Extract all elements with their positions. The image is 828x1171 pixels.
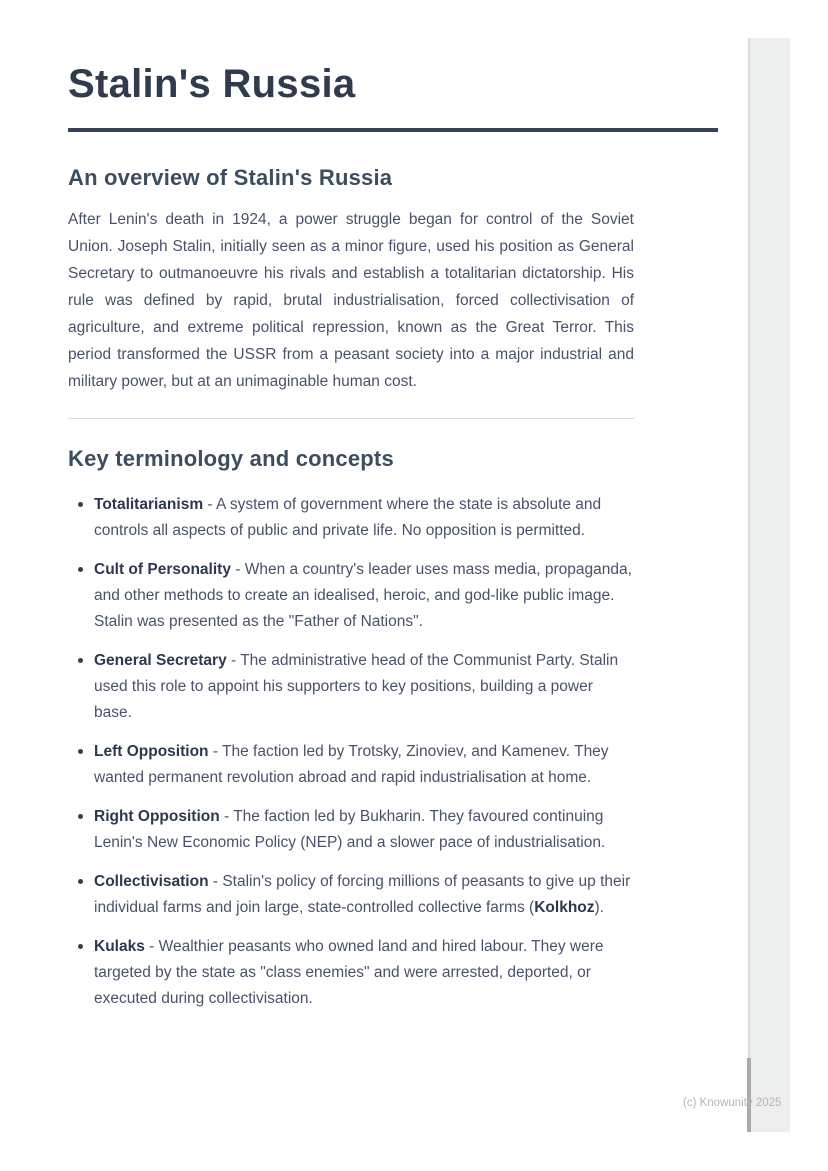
term-name: Left Opposition — [94, 742, 209, 760]
term-name: Totalitarianism — [94, 495, 204, 513]
title-rule — [68, 128, 718, 132]
term-separator: - — [144, 937, 159, 955]
term-bold-inner: Kolkhoz — [534, 898, 595, 916]
term-list-item — [94, 557, 634, 635]
term-name: Right Opposition — [94, 807, 220, 825]
term-description: A system of government where the state is absolute and controls all aspects of public and private life. No opposition is permitted. — [94, 495, 602, 539]
term-separator: - — [203, 495, 217, 513]
terminology-heading: Key terminology and concepts — [68, 446, 394, 472]
page-title: Stalin's Russia — [68, 62, 356, 106]
term-description: Wealthier peasants who owned land and hired labour. They were targeted by the state as "class enemies" and were arrested, deported, or executed during collectivisation. — [94, 937, 604, 1007]
term-separator: - — [208, 742, 223, 760]
term-name: Kulaks — [94, 937, 145, 955]
term-description-tail: ). — [594, 898, 604, 916]
term-list-item — [94, 804, 634, 856]
term-description: The faction led by Trotsky, Zinoviev, and Kamenev. They wanted permanent revolution abroad and rapid industrialisation at home. — [94, 742, 609, 786]
watermark: (c) Knowunity 2025 — [683, 1097, 782, 1109]
term-description: When a country's leader uses mass media, propaganda, and other methods to create an idealised, heroic, and god-like public image. Stalin was presented as the "Father of Nations". — [94, 560, 632, 630]
term-separator: - — [208, 872, 223, 890]
content-column — [68, 60, 718, 1025]
term-description: The administrative head of the Communist Party. Stalin used this role to appoint his supporters to key positions, building a power base. — [94, 651, 619, 721]
term-list-item — [94, 492, 634, 544]
term-description: The faction led by Bukharin. They favoured continuing Lenin's New Economic Policy (NEP) and a slower pace of industrialisation. — [94, 807, 606, 851]
term-list-item — [94, 648, 634, 726]
term-list-item — [94, 934, 634, 1012]
term-list-item — [94, 739, 634, 791]
term-separator: - — [230, 560, 245, 578]
overview-heading: An overview of Stalin's Russia — [68, 165, 393, 190]
term-separator: - — [226, 651, 241, 669]
scrollbar-thumb[interactable] — [747, 1058, 751, 1132]
term-description: Stalin's policy of forcing millions of peasants to give up their individual farms and join large, state-controlled collective farms ( — [94, 872, 631, 916]
overview-paragraph: After Lenin's death in 1924, a power struggle began for control of the Soviet Union. Joseph Stalin, initially seen as a minor figure, used his position as General Secretary to outmanoeuvre his rivals and establish a totalitarian dictatorship. His rule was defined by rapid, brutal industrialisation, forced collectivisation of agriculture, and extreme political repression, known as the Great Terror. This period transformed the USSR from a peasant society into a major industrial and military power, but at an unimaginable human cost. — [68, 211, 634, 391]
term-name: General Secretary — [94, 651, 227, 669]
term-name: Collectivisation — [94, 872, 209, 890]
term-name: Cult of Personality — [94, 560, 231, 578]
term-list-item — [94, 869, 634, 921]
page-edge-strip — [748, 38, 790, 1132]
term-separator: - — [219, 807, 234, 825]
section-divider — [68, 418, 634, 419]
terminology-list — [68, 492, 634, 1012]
